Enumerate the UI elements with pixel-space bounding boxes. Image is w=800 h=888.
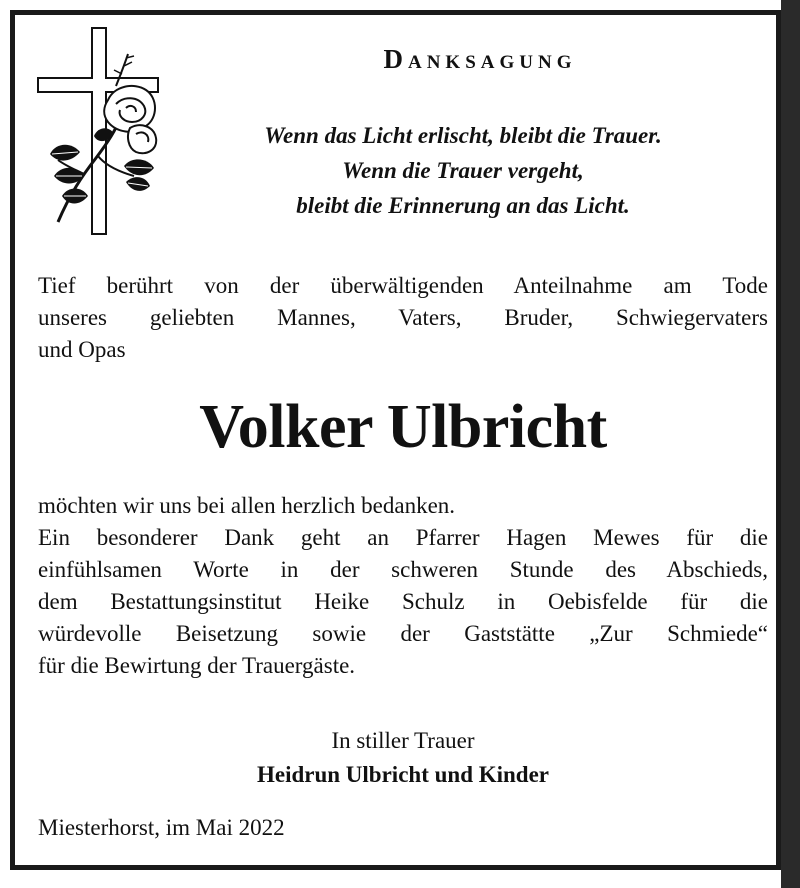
signature-block	[38, 724, 768, 792]
place-and-date: Miesterhorst, im Mai 2022	[38, 815, 285, 840]
cross-with-rose-icon	[36, 26, 166, 238]
signed-by: Heidrun Ulbricht und Kinder	[256, 762, 550, 787]
intro-line: und Opas	[38, 337, 126, 362]
quote-line: Wenn die Trauer vergeht,	[342, 158, 584, 183]
thanks-line: dem Bestattungsinstitut Heike Schulz in Oebisfelde für die	[38, 589, 768, 614]
thanks-line: Ein besonderer Dank geht an Pfarrer Hagen Mewes für die	[38, 525, 768, 550]
memorial-quote	[178, 118, 748, 223]
thanks-line: würdevolle Beisetzung sowie der Gaststätte „Zur Schmiede“	[38, 621, 768, 646]
intro-paragraph	[38, 270, 768, 366]
thanks-line: einfühlsamen Worte in der schweren Stunde des Abschieds,	[38, 557, 768, 582]
notice-heading: Danksagung	[383, 44, 577, 74]
closing-line: In stiller Trauer	[331, 728, 475, 753]
intro-line: Tief berührt von der überwältigenden Anteilnahme am Tode	[38, 273, 768, 298]
right-edge-shadow	[781, 0, 800, 888]
thanks-line: möchten wir uns bei allen herzlich bedanken.	[38, 493, 456, 518]
thanks-line: für die Bewirtung der Trauergäste.	[38, 653, 356, 678]
thanks-paragraph	[38, 490, 768, 682]
intro-line: unseres geliebten Mannes, Vaters, Bruder, Schwiegervaters	[38, 305, 768, 330]
quote-line: Wenn das Licht erlischt, bleibt die Trauer.	[264, 123, 662, 148]
deceased-name: Volker Ulbricht	[199, 393, 607, 461]
quote-line: bleibt die Erinnerung an das Licht.	[296, 193, 630, 218]
